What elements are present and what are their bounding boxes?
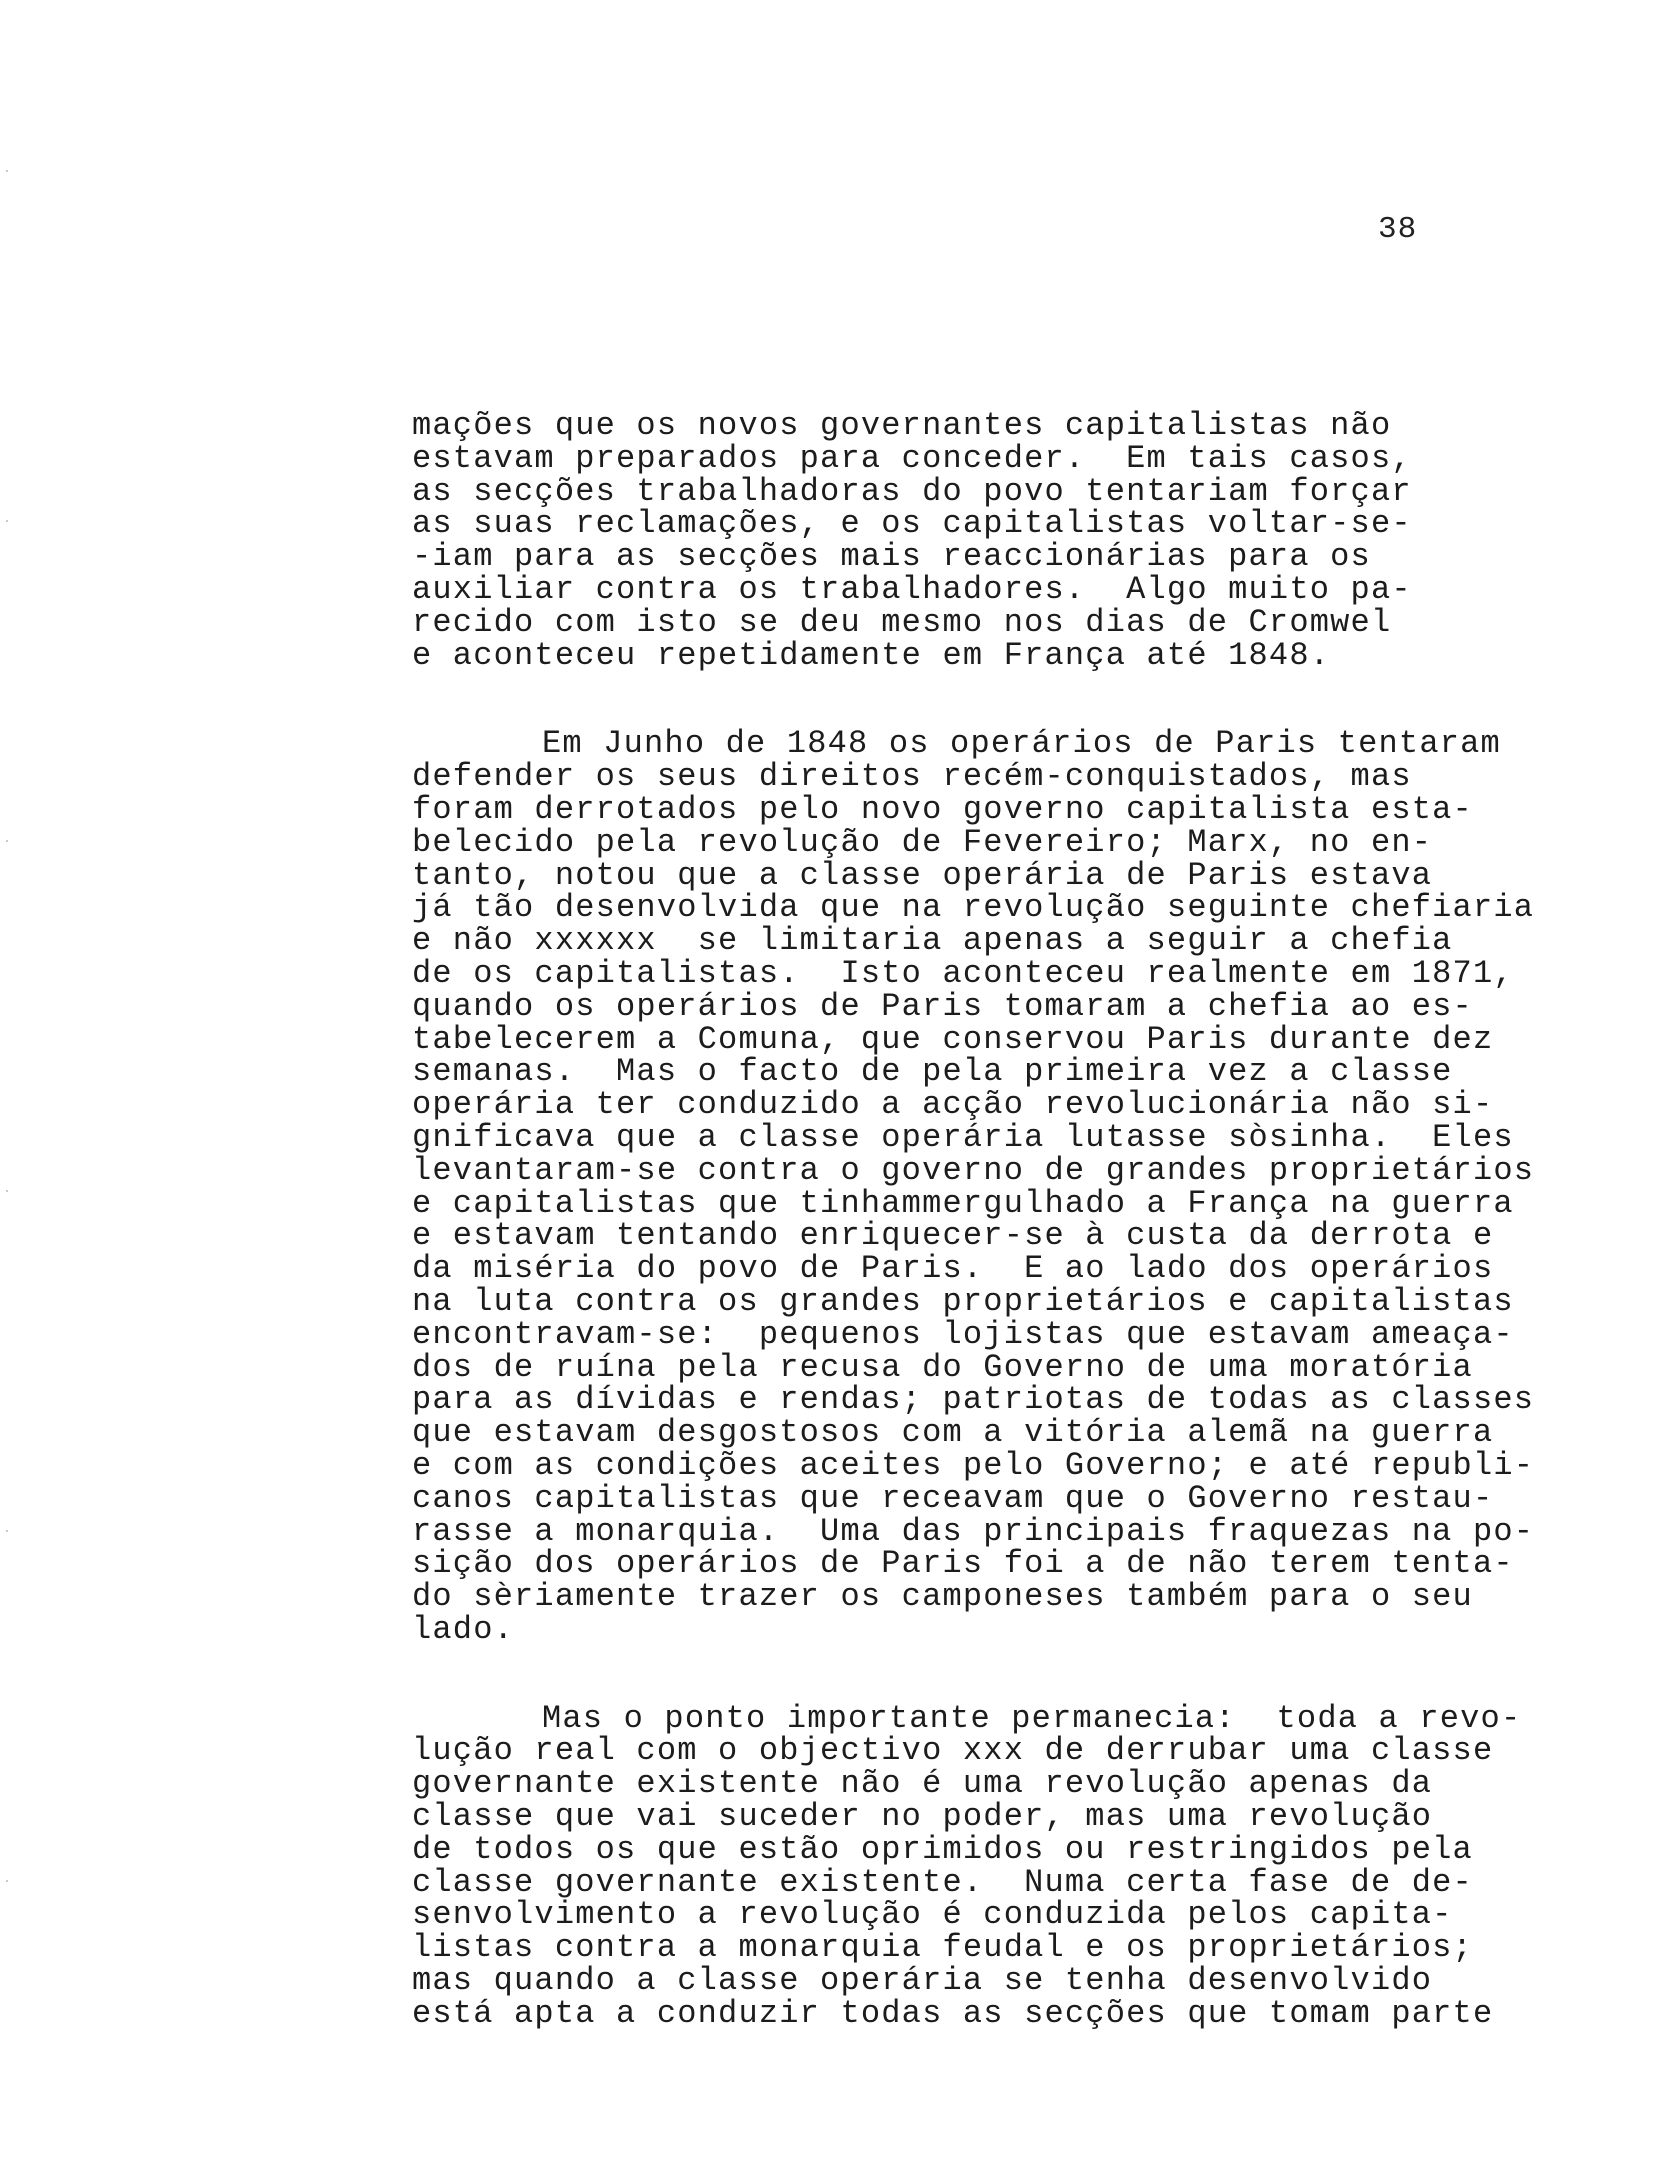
body-text [412,407,1602,2087]
text-line: semanas. Mas o facto de pela primeira vez a classe [412,1053,1453,1091]
text-line: mações que os novos governantes capitalistas não [412,407,1392,444]
text-line: que estavam desgostosos com a vitória alemã na guerra [412,1414,1494,1452]
text-line: dos de ruína pela recusa do Governo de uma moratória [412,1348,1473,1386]
paragraph [412,725,1602,1648]
text-line: do sèriamente trazer os camponeses também para o seu [412,1578,1473,1616]
text-line: estavam preparados para conceder. Em tais casos, [412,439,1412,477]
text-line: quando os operários de Paris tomaram a chefia ao es- [412,987,1473,1025]
text-line: Em Junho de 1848 os operários de Paris tentaram [542,725,1501,763]
text-line: e com as condições aceites pelo Governo; e até republi- [412,1446,1535,1484]
scan-margin-marks [6,0,14,2176]
paragraph [412,407,1602,674]
text-line: -iam para as secções mais reaccionárias para os [412,538,1371,576]
text-line: e não xxxxxx se limitaria apenas a seguir a chefia [412,922,1453,960]
text-line: da miséria do povo de Paris. E ao lado dos operários [412,1250,1494,1288]
text-line: de todos os que estão oprimidos ou restringidos pela [412,1830,1473,1868]
text-line: tabelecerem a Comuna, que conservou Paris durante dez [412,1020,1494,1058]
text-line: operária ter conduzido a acção revolucionária não si- [412,1086,1494,1124]
text-line: e estavam tentando enriquecer-se à custa da derrota e [412,1217,1494,1255]
page-number: 38 [1378,212,1418,247]
text-line: senvolvimento a revolução é conduzida pelos capita- [412,1896,1453,1934]
text-line: classe que vai suceder no poder, mas uma revolução [412,1798,1433,1836]
text-line: as suas reclamações, e os capitalistas voltar-se- [412,505,1412,543]
text-line: foram derrotados pelo novo governo capitalista esta- [412,790,1473,828]
text-line: na luta contra os grandes proprietários e capitalistas [412,1282,1514,1320]
scan-speck [6,170,8,172]
text-line: para as dívidas e rendas; patriotas de todas as classes [412,1381,1535,1419]
text-line: auxiliar contra os trabalhadores. Algo muito pa- [412,570,1412,608]
scan-speck [6,840,8,842]
text-line: está apta a conduzir todas as secções que tomam parte [412,1994,1494,2032]
text-line: classe governante existente. Numa certa fase de de- [412,1863,1473,1901]
text-line: gnificava que a classe operária lutasse sòsinha. Eles [412,1118,1514,1156]
scan-speck [6,1190,8,1192]
text-line: tanto, notou que a classe operária de Paris estava [412,856,1433,894]
text-line: sição dos operários de Paris foi a de não terem tenta- [412,1545,1514,1583]
text-line: recido com isto se deu mesmo nos dias de Cromwel [412,603,1392,641]
text-line: de os capitalistas. Isto aconteceu realmente em 1871, [412,954,1514,992]
text-line: lução real com o objectivo xxx de derrubar uma classe [412,1732,1494,1770]
scan-speck [6,520,8,522]
text-line: canos capitalistas que receavam que o Governo restau- [412,1479,1494,1517]
scan-speck [6,1530,8,1532]
text-line: e capitalistas que tinhammergulhado a França na guerra [412,1184,1514,1222]
text-line: rasse a monarquia. Uma das principais fraquezas na po- [412,1512,1535,1550]
text-line: belecido pela revolução de Fevereiro; Marx, no en- [412,823,1433,861]
paragraph [412,1699,1602,2032]
text-line: as secções trabalhadoras do povo tentariam forçar [412,472,1412,510]
text-line: mas quando a classe operária se tenha desenvolvido [412,1962,1433,2000]
text-line: listas contra a monarquia feudal e os proprietários; [412,1929,1473,1967]
text-line: lado. [412,1610,515,1648]
scan-speck [6,1880,8,1882]
text-line: levantaram-se contra o governo de grandes proprietários [412,1151,1535,1189]
text-line: Mas o ponto importante permanecia: toda a revo- [542,1699,1522,1737]
text-line: governante existente não é uma revolução apenas da [412,1765,1433,1803]
text-line: já tão desenvolvida que na revolução seguinte chefiaria [412,889,1535,927]
text-line: e aconteceu repetidamente em França até 1848. [412,636,1331,674]
text-line: encontravam-se: pequenos lojistas que estavam ameaça- [412,1315,1514,1353]
text-line: defender os seus direitos recém-conquistados, mas [412,758,1412,796]
